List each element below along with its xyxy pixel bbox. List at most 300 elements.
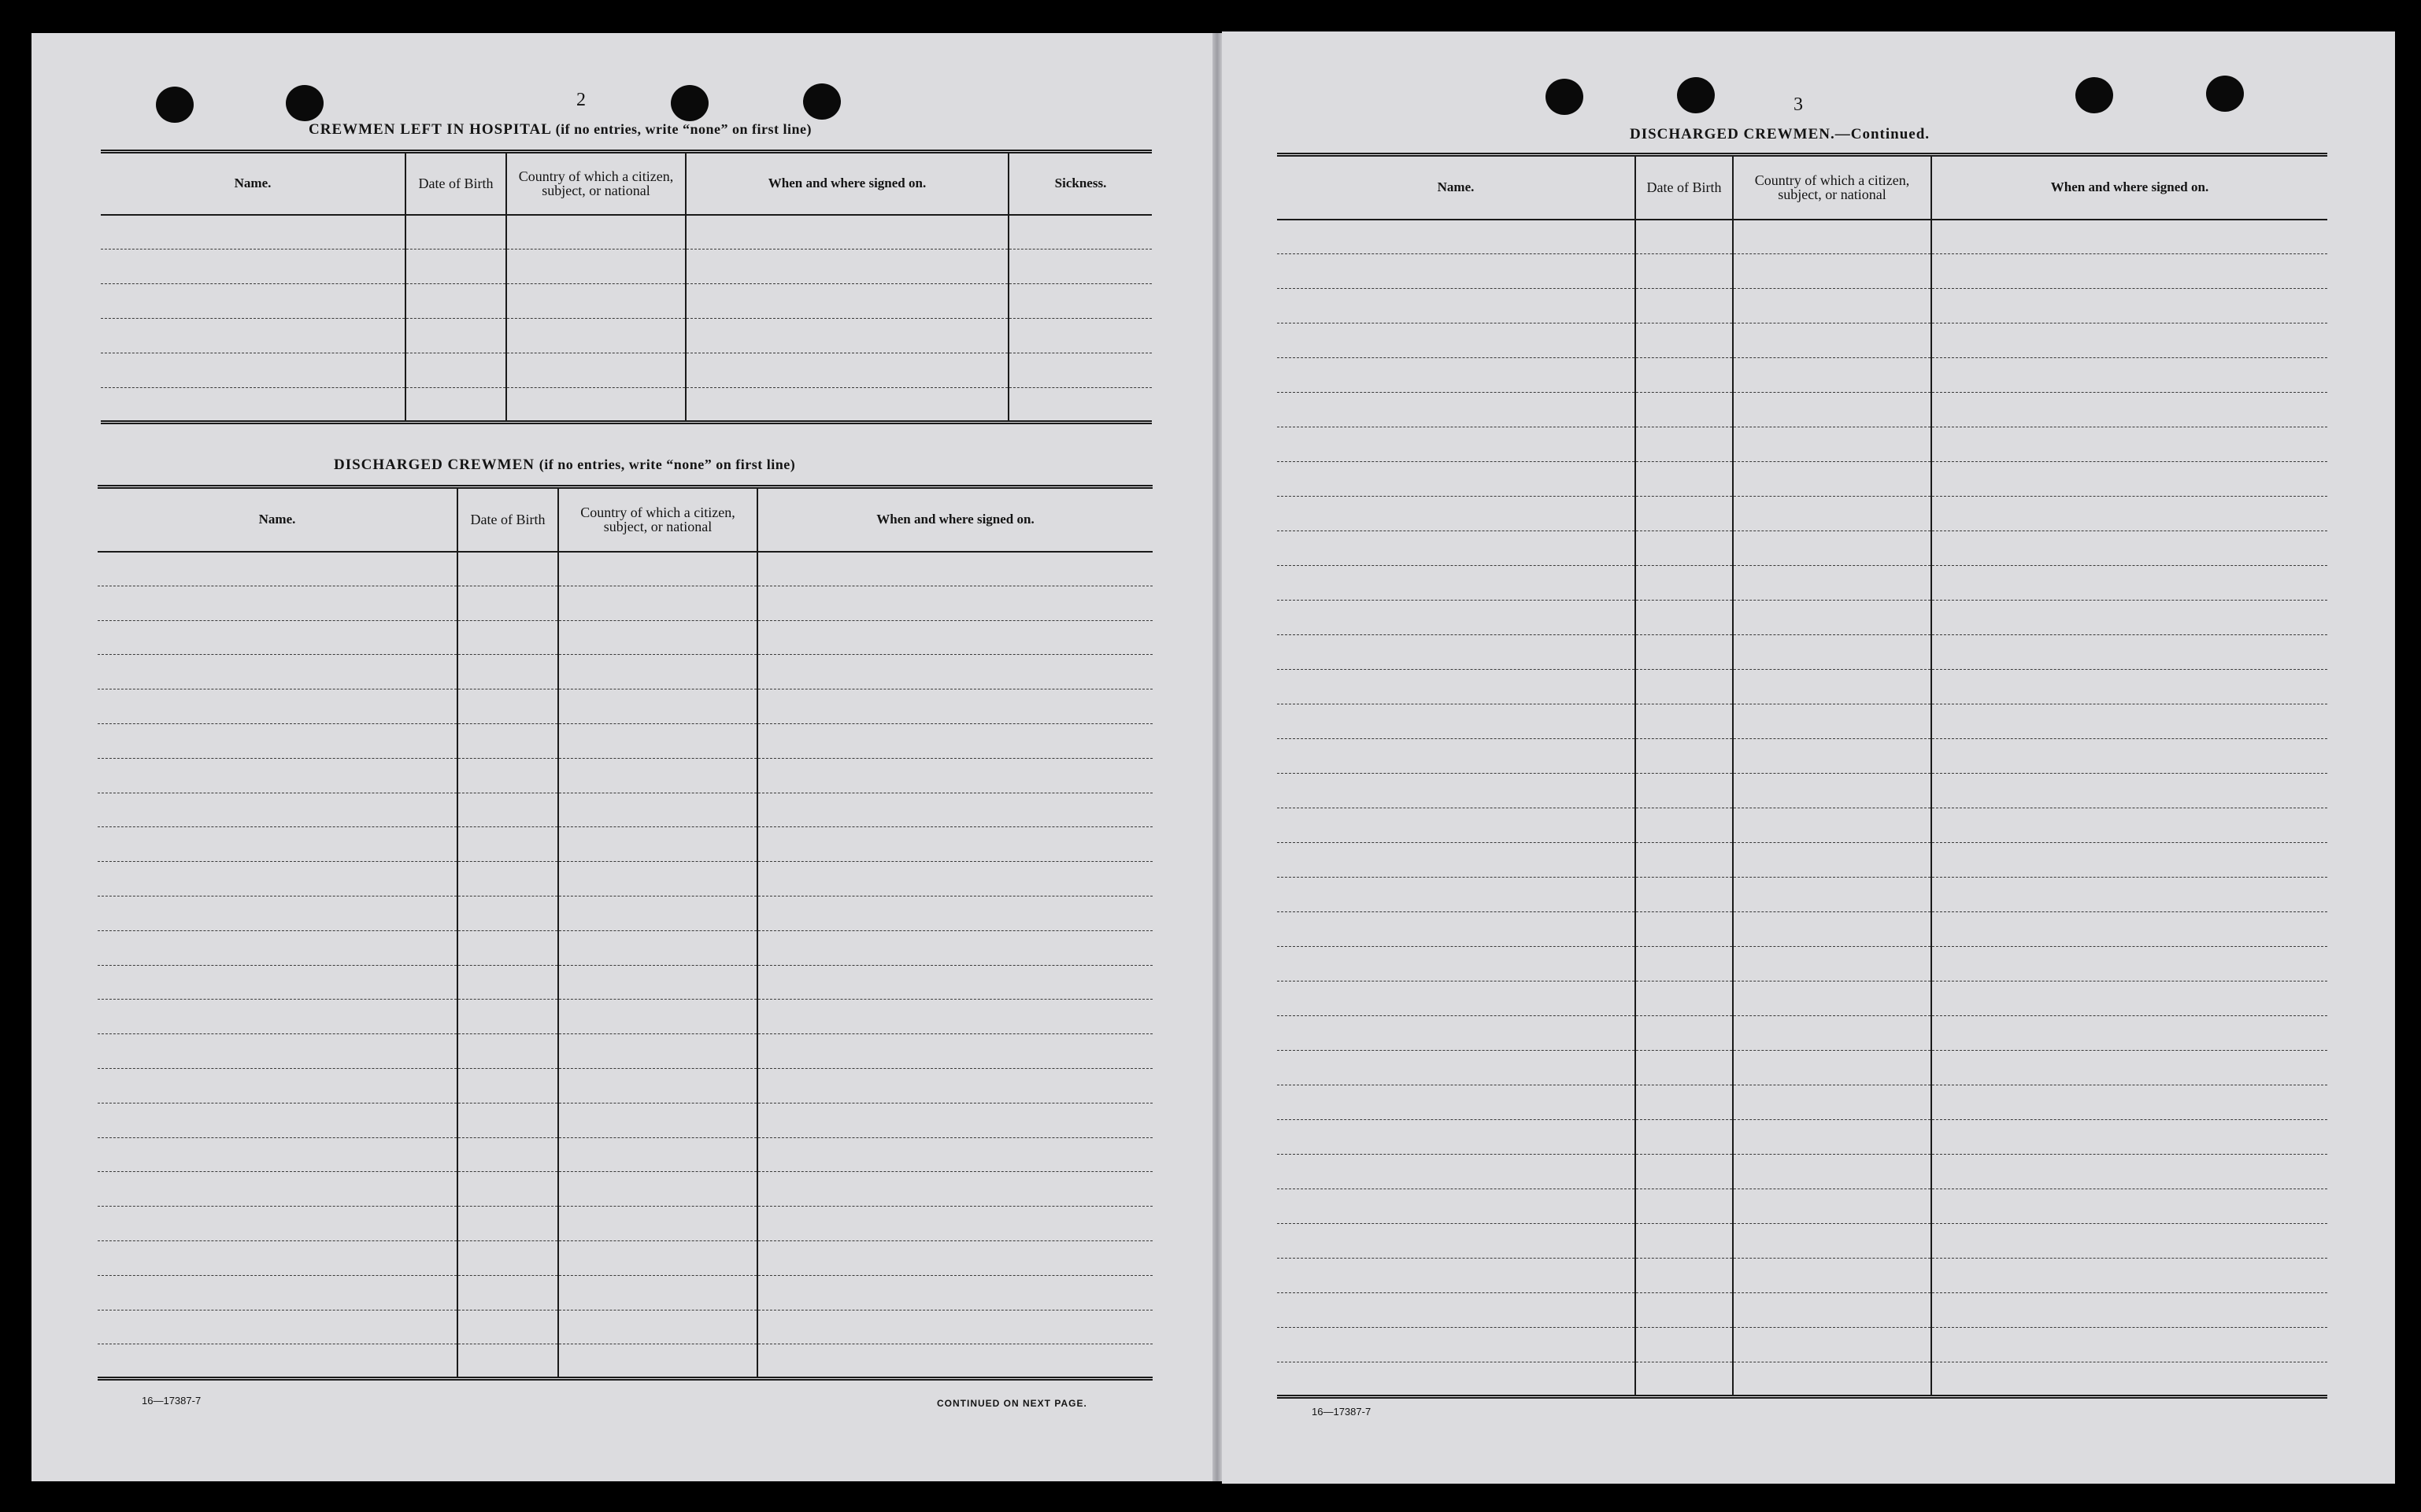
table-row <box>1277 843 2327 878</box>
blank-entry-cell[interactable] <box>1277 1328 1635 1362</box>
blank-entry-cell[interactable] <box>457 1137 558 1172</box>
blank-entry-cell[interactable] <box>1733 808 1931 843</box>
blank-entry-cell[interactable] <box>101 353 405 388</box>
blank-entry-cell[interactable] <box>757 1068 1153 1103</box>
blank-entry-cell[interactable] <box>98 723 457 758</box>
blank-entry-cell[interactable] <box>1931 704 2327 739</box>
blank-entry-cell[interactable] <box>1009 353 1152 388</box>
table-row <box>1277 912 2327 947</box>
blank-entry-cell[interactable] <box>1931 1224 2327 1259</box>
blank-entry-cell[interactable] <box>1931 1259 2327 1293</box>
blank-entry-cell[interactable] <box>457 1034 558 1069</box>
col-country: Country of which a citizen, subject, or national <box>506 152 686 215</box>
blank-entry-cell[interactable] <box>1931 1362 2327 1397</box>
blank-entry-cell[interactable] <box>558 620 757 655</box>
blank-entry-cell[interactable] <box>1733 601 1931 635</box>
blank-entry-cell[interactable] <box>1931 393 2327 427</box>
blank-entry-cell[interactable] <box>1931 808 2327 843</box>
blank-entry-cell[interactable] <box>1277 1120 1635 1155</box>
blank-entry-cell[interactable] <box>457 1172 558 1207</box>
blank-entry-cell[interactable] <box>101 284 405 319</box>
blank-entry-cell[interactable] <box>757 896 1153 930</box>
blank-entry-cell[interactable] <box>405 388 506 423</box>
blank-entry-cell[interactable] <box>558 586 757 620</box>
blank-entry-cell[interactable] <box>1635 358 1733 393</box>
col-name: Name. <box>1277 155 1635 220</box>
blank-entry-cell[interactable] <box>757 620 1153 655</box>
table-row <box>98 793 1153 827</box>
blank-entry-cell[interactable] <box>757 586 1153 620</box>
blank-entry-cell[interactable] <box>757 1310 1153 1344</box>
blank-entry-cell[interactable] <box>558 1137 757 1172</box>
blank-entry-cell[interactable] <box>757 862 1153 896</box>
blank-entry-cell[interactable] <box>1733 704 1931 739</box>
blank-entry-cell[interactable] <box>1635 427 1733 462</box>
table-row <box>1277 1362 2327 1397</box>
blank-entry-cell[interactable] <box>1635 1120 1733 1155</box>
table-row <box>1277 1224 2327 1259</box>
blank-entry-cell[interactable] <box>686 250 1009 284</box>
blank-entry-cell[interactable] <box>1277 1224 1635 1259</box>
blank-entry-cell[interactable] <box>457 1240 558 1275</box>
blank-entry-cell[interactable] <box>98 1137 457 1172</box>
blank-entry-cell[interactable] <box>1931 601 2327 635</box>
blank-entry-cell[interactable] <box>757 758 1153 793</box>
blank-entry-cell[interactable] <box>1931 1120 2327 1155</box>
blank-entry-cell[interactable] <box>558 1103 757 1137</box>
blank-entry-cell[interactable] <box>1635 497 1733 531</box>
blank-entry-cell[interactable] <box>1635 1085 1733 1120</box>
blank-entry-cell[interactable] <box>1733 635 1931 670</box>
blank-entry-cell[interactable] <box>98 586 457 620</box>
blank-entry-cell[interactable] <box>506 215 686 250</box>
blank-entry-cell[interactable] <box>98 965 457 1000</box>
table-row <box>98 758 1153 793</box>
blank-entry-cell[interactable] <box>1931 462 2327 497</box>
table-row <box>98 862 1153 896</box>
blank-entry-cell[interactable] <box>558 1207 757 1241</box>
blank-entry-cell[interactable] <box>101 250 405 284</box>
blank-entry-cell[interactable] <box>1635 289 1733 323</box>
continued-note: CONTINUED ON NEXT PAGE. <box>937 1398 1087 1409</box>
blank-entry-cell[interactable] <box>558 689 757 724</box>
blank-entry-cell[interactable] <box>757 793 1153 827</box>
blank-entry-cell[interactable] <box>1635 912 1733 947</box>
blank-entry-cell[interactable] <box>686 353 1009 388</box>
blank-entry-cell[interactable] <box>1635 323 1733 358</box>
blank-entry-cell[interactable] <box>1635 670 1733 704</box>
blank-entry-cell[interactable] <box>1635 1224 1733 1259</box>
table-row <box>98 723 1153 758</box>
blank-entry-cell[interactable] <box>1635 1259 1733 1293</box>
blank-entry-cell[interactable] <box>1733 878 1931 912</box>
blank-entry-cell[interactable] <box>1733 912 1931 947</box>
blank-entry-cell[interactable] <box>558 552 757 586</box>
punch-hole <box>1677 77 1715 113</box>
blank-entry-cell[interactable] <box>1733 462 1931 497</box>
blank-entry-cell[interactable] <box>757 1000 1153 1034</box>
blank-entry-cell[interactable] <box>1277 393 1635 427</box>
blank-entry-cell[interactable] <box>686 215 1009 250</box>
blank-entry-cell[interactable] <box>558 1068 757 1103</box>
blank-entry-cell[interactable] <box>1635 1362 1733 1397</box>
blank-entry-cell[interactable] <box>1733 1224 1931 1259</box>
blank-entry-cell[interactable] <box>98 1000 457 1034</box>
blank-entry-cell[interactable] <box>1277 912 1635 947</box>
blank-entry-cell[interactable] <box>1733 739 1931 774</box>
blank-entry-cell[interactable] <box>1733 843 1931 878</box>
blank-entry-cell[interactable] <box>1931 947 2327 982</box>
discharged-table <box>98 485 1153 1381</box>
blank-entry-cell[interactable] <box>98 1068 457 1103</box>
blank-entry-cell[interactable] <box>405 215 506 250</box>
blank-entry-cell[interactable] <box>1931 739 2327 774</box>
discharged-title-note: (if no entries, write “none” on first line) <box>539 457 796 472</box>
blank-entry-cell[interactable] <box>1635 1189 1733 1224</box>
blank-entry-cell[interactable] <box>457 758 558 793</box>
blank-entry-cell[interactable] <box>98 1240 457 1275</box>
blank-entry-cell[interactable] <box>558 1000 757 1034</box>
table-row <box>1277 289 2327 323</box>
blank-entry-cell[interactable] <box>98 896 457 930</box>
blank-entry-cell[interactable] <box>1931 878 2327 912</box>
blank-entry-cell[interactable] <box>757 689 1153 724</box>
table-row <box>1277 566 2327 601</box>
blank-entry-cell[interactable] <box>1733 1120 1931 1155</box>
table-row <box>98 1172 1153 1207</box>
blank-entry-cell[interactable] <box>757 1207 1153 1241</box>
blank-entry-cell[interactable] <box>757 1240 1153 1275</box>
form-number: 16—17387-7 <box>1312 1406 1372 1418</box>
blank-entry-cell[interactable] <box>1733 1051 1931 1085</box>
blank-entry-cell[interactable] <box>1277 358 1635 393</box>
blank-entry-cell[interactable] <box>757 552 1153 586</box>
blank-entry-cell[interactable] <box>558 655 757 689</box>
blank-entry-cell[interactable] <box>405 353 506 388</box>
blank-entry-cell[interactable] <box>98 1103 457 1137</box>
blank-entry-cell[interactable] <box>1733 774 1931 808</box>
blank-entry-cell[interactable] <box>1733 358 1931 393</box>
blank-entry-cell[interactable] <box>757 1172 1153 1207</box>
table-row <box>1277 427 2327 462</box>
blank-entry-cell[interactable] <box>457 620 558 655</box>
blank-entry-cell[interactable] <box>1931 220 2327 254</box>
blank-entry-cell[interactable] <box>1733 289 1931 323</box>
blank-entry-cell[interactable] <box>1931 254 2327 289</box>
blank-entry-cell[interactable] <box>757 1034 1153 1069</box>
blank-entry-cell[interactable] <box>98 862 457 896</box>
blank-entry-cell[interactable] <box>1931 358 2327 393</box>
blank-entry-cell[interactable] <box>1277 1016 1635 1051</box>
blank-entry-cell[interactable] <box>98 1172 457 1207</box>
blank-entry-cell[interactable] <box>1733 1085 1931 1120</box>
blank-entry-cell[interactable] <box>1635 566 1733 601</box>
blank-entry-cell[interactable] <box>1733 1328 1931 1362</box>
blank-entry-cell[interactable] <box>1635 1051 1733 1085</box>
blank-entry-cell[interactable] <box>1635 1293 1733 1328</box>
blank-entry-cell[interactable] <box>1277 254 1635 289</box>
blank-entry-cell[interactable] <box>558 930 757 965</box>
blank-entry-cell[interactable] <box>98 552 457 586</box>
blank-entry-cell[interactable] <box>1635 947 1733 982</box>
page-fold <box>1212 33 1222 1481</box>
blank-entry-cell[interactable] <box>1277 843 1635 878</box>
blank-entry-cell[interactable] <box>1277 1155 1635 1189</box>
blank-entry-cell[interactable] <box>506 353 686 388</box>
blank-entry-cell[interactable] <box>1733 1016 1931 1051</box>
blank-entry-cell[interactable] <box>1635 254 1733 289</box>
blank-entry-cell[interactable] <box>1635 601 1733 635</box>
blank-entry-cell[interactable] <box>558 827 757 862</box>
blank-entry-cell[interactable] <box>757 1344 1153 1379</box>
blank-entry-cell[interactable] <box>1733 982 1931 1016</box>
blank-entry-cell[interactable] <box>1277 739 1635 774</box>
blank-entry-cell[interactable] <box>1635 808 1733 843</box>
blank-entry-cell[interactable] <box>1009 319 1152 353</box>
blank-entry-cell[interactable] <box>1931 635 2327 670</box>
blank-entry-cell[interactable] <box>558 1275 757 1310</box>
blank-entry-cell[interactable] <box>686 319 1009 353</box>
blank-entry-cell[interactable] <box>1931 1293 2327 1328</box>
blank-entry-cell[interactable] <box>457 965 558 1000</box>
blank-entry-cell[interactable] <box>757 1275 1153 1310</box>
blank-entry-cell[interactable] <box>757 965 1153 1000</box>
blank-entry-cell[interactable] <box>757 1103 1153 1137</box>
blank-entry-cell[interactable] <box>457 793 558 827</box>
blank-entry-cell[interactable] <box>1635 704 1733 739</box>
blank-entry-cell[interactable] <box>1277 1051 1635 1085</box>
blank-entry-cell[interactable] <box>1931 1016 2327 1051</box>
blank-entry-cell[interactable] <box>457 655 558 689</box>
table-row <box>98 552 1153 586</box>
blank-entry-cell[interactable] <box>558 896 757 930</box>
blank-entry-cell[interactable] <box>1733 393 1931 427</box>
punch-hole <box>2075 77 2113 113</box>
hospital-title-note: (if no entries, write “none” on first line) <box>555 121 813 137</box>
blank-entry-cell[interactable] <box>1635 1328 1733 1362</box>
blank-entry-cell[interactable] <box>1931 1085 2327 1120</box>
blank-entry-cell[interactable] <box>1009 284 1152 319</box>
blank-entry-cell[interactable] <box>1009 215 1152 250</box>
blank-entry-cell[interactable] <box>101 319 405 353</box>
blank-entry-cell[interactable] <box>1277 462 1635 497</box>
blank-entry-cell[interactable] <box>558 1240 757 1275</box>
table-row <box>101 388 1152 423</box>
blank-entry-cell[interactable] <box>1635 982 1733 1016</box>
blank-entry-cell[interactable] <box>1733 670 1931 704</box>
blank-entry-cell[interactable] <box>1931 774 2327 808</box>
blank-entry-cell[interactable] <box>1277 1259 1635 1293</box>
table-row <box>1277 704 2327 739</box>
blank-entry-cell[interactable] <box>1277 531 1635 566</box>
blank-entry-cell[interactable] <box>558 723 757 758</box>
blank-entry-cell[interactable] <box>1931 531 2327 566</box>
blank-entry-cell[interactable] <box>98 758 457 793</box>
blank-entry-cell[interactable] <box>457 1344 558 1379</box>
blank-entry-cell[interactable] <box>1277 220 1635 254</box>
blank-entry-cell[interactable] <box>1635 462 1733 497</box>
blank-entry-cell[interactable] <box>457 552 558 586</box>
blank-entry-cell[interactable] <box>1931 982 2327 1016</box>
blank-entry-cell[interactable] <box>1277 947 1635 982</box>
blank-entry-cell[interactable] <box>98 689 457 724</box>
blank-entry-cell[interactable] <box>1277 1189 1635 1224</box>
table-row <box>98 1137 1153 1172</box>
blank-entry-cell[interactable] <box>1733 323 1931 358</box>
blank-entry-cell[interactable] <box>1733 566 1931 601</box>
blank-entry-cell[interactable] <box>1635 220 1733 254</box>
blank-entry-cell[interactable] <box>457 827 558 862</box>
blank-entry-cell[interactable] <box>98 1207 457 1241</box>
blank-entry-cell[interactable] <box>1277 601 1635 635</box>
blank-entry-cell[interactable] <box>506 284 686 319</box>
blank-entry-cell[interactable] <box>457 586 558 620</box>
blank-entry-cell[interactable] <box>1635 739 1733 774</box>
blank-entry-cell[interactable] <box>98 655 457 689</box>
blank-entry-cell[interactable] <box>457 1000 558 1034</box>
blank-entry-cell[interactable] <box>1931 912 2327 947</box>
blank-entry-cell[interactable] <box>686 388 1009 423</box>
table-row <box>1277 635 2327 670</box>
blank-entry-cell[interactable] <box>1635 635 1733 670</box>
blank-entry-cell[interactable] <box>1277 774 1635 808</box>
blank-entry-cell[interactable] <box>558 793 757 827</box>
blank-entry-cell[interactable] <box>1635 393 1733 427</box>
blank-entry-cell[interactable] <box>98 620 457 655</box>
blank-entry-cell[interactable] <box>506 250 686 284</box>
col-sickness: Sickness. <box>1009 152 1152 215</box>
page-number: 2 <box>576 90 586 110</box>
blank-entry-cell[interactable] <box>98 827 457 862</box>
blank-entry-cell[interactable] <box>558 862 757 896</box>
blank-entry-cell[interactable] <box>1277 1362 1635 1397</box>
blank-entry-cell[interactable] <box>558 1310 757 1344</box>
blank-entry-cell[interactable] <box>1635 531 1733 566</box>
blank-entry-cell[interactable] <box>1733 1293 1931 1328</box>
continued-discharged-table <box>1277 153 2327 1399</box>
blank-entry-cell[interactable] <box>1733 1189 1931 1224</box>
blank-entry-cell[interactable] <box>558 1344 757 1379</box>
blank-entry-cell[interactable] <box>1009 250 1152 284</box>
blank-entry-cell[interactable] <box>405 319 506 353</box>
blank-entry-cell[interactable] <box>98 1310 457 1344</box>
blank-entry-cell[interactable] <box>1277 1293 1635 1328</box>
table-row <box>1277 1328 2327 1362</box>
blank-entry-cell[interactable] <box>1277 497 1635 531</box>
blank-entry-cell[interactable] <box>686 284 1009 319</box>
blank-entry-cell[interactable] <box>457 1310 558 1344</box>
punch-hole <box>2206 76 2244 112</box>
blank-entry-cell[interactable] <box>1733 497 1931 531</box>
blank-entry-cell[interactable] <box>1635 774 1733 808</box>
blank-entry-cell[interactable] <box>1931 289 2327 323</box>
blank-entry-cell[interactable] <box>1733 947 1931 982</box>
blank-entry-cell[interactable] <box>757 655 1153 689</box>
blank-entry-cell[interactable] <box>1931 1189 2327 1224</box>
blank-entry-cell[interactable] <box>1733 1362 1931 1397</box>
blank-entry-cell[interactable] <box>1277 289 1635 323</box>
blank-entry-cell[interactable] <box>98 1344 457 1379</box>
blank-entry-cell[interactable] <box>757 930 1153 965</box>
blank-entry-cell[interactable] <box>98 793 457 827</box>
blank-entry-cell[interactable] <box>1277 566 1635 601</box>
blank-entry-cell[interactable] <box>405 284 506 319</box>
blank-entry-cell[interactable] <box>558 965 757 1000</box>
blank-entry-cell[interactable] <box>1931 323 2327 358</box>
blank-entry-cell[interactable] <box>457 896 558 930</box>
blank-entry-cell[interactable] <box>405 250 506 284</box>
blank-entry-cell[interactable] <box>757 723 1153 758</box>
blank-entry-cell[interactable] <box>1733 1259 1931 1293</box>
blank-entry-cell[interactable] <box>1277 808 1635 843</box>
blank-entry-cell[interactable] <box>1277 878 1635 912</box>
blank-entry-cell[interactable] <box>1931 497 2327 531</box>
blank-entry-cell[interactable] <box>1635 1016 1733 1051</box>
blank-entry-cell[interactable] <box>457 1068 558 1103</box>
blank-entry-cell[interactable] <box>1733 427 1931 462</box>
blank-entry-cell[interactable] <box>1931 1328 2327 1362</box>
table-row <box>98 1310 1153 1344</box>
blank-entry-cell[interactable] <box>98 1034 457 1069</box>
blank-entry-cell[interactable] <box>1733 1155 1931 1189</box>
blank-entry-cell[interactable] <box>1277 670 1635 704</box>
blank-entry-cell[interactable] <box>1009 388 1152 423</box>
table-row <box>98 1344 1153 1379</box>
blank-entry-cell[interactable] <box>558 758 757 793</box>
blank-entry-cell[interactable] <box>101 388 405 423</box>
blank-entry-cell[interactable] <box>757 827 1153 862</box>
blank-entry-cell[interactable] <box>1931 566 2327 601</box>
blank-entry-cell[interactable] <box>1277 635 1635 670</box>
blank-entry-cell[interactable] <box>457 930 558 965</box>
blank-entry-cell[interactable] <box>1277 427 1635 462</box>
table-row <box>1277 1259 2327 1293</box>
blank-entry-cell[interactable] <box>1931 843 2327 878</box>
blank-entry-cell[interactable] <box>457 689 558 724</box>
blank-entry-cell[interactable] <box>558 1172 757 1207</box>
blank-entry-cell[interactable] <box>1733 220 1931 254</box>
blank-entry-cell[interactable] <box>1277 323 1635 358</box>
blank-entry-cell[interactable] <box>757 1137 1153 1172</box>
blank-entry-cell[interactable] <box>457 1103 558 1137</box>
blank-entry-cell[interactable] <box>1931 670 2327 704</box>
blank-entry-cell[interactable] <box>98 1275 457 1310</box>
blank-entry-cell[interactable] <box>1733 531 1931 566</box>
blank-entry-cell[interactable] <box>457 723 558 758</box>
table-row <box>98 1207 1153 1241</box>
blank-entry-cell[interactable] <box>506 319 686 353</box>
blank-entry-cell[interactable] <box>1635 843 1733 878</box>
blank-entry-cell[interactable] <box>101 215 405 250</box>
blank-entry-cell[interactable] <box>1931 427 2327 462</box>
blank-entry-cell[interactable] <box>98 930 457 965</box>
blank-entry-cell[interactable] <box>1277 982 1635 1016</box>
table-row <box>1277 878 2327 912</box>
blank-entry-cell[interactable] <box>1635 878 1733 912</box>
blank-entry-cell[interactable] <box>1635 1155 1733 1189</box>
blank-entry-cell[interactable] <box>1931 1051 2327 1085</box>
blank-entry-cell[interactable] <box>506 388 686 423</box>
blank-entry-cell[interactable] <box>1277 1085 1635 1120</box>
blank-entry-cell[interactable] <box>1277 704 1635 739</box>
blank-entry-cell[interactable] <box>1733 254 1931 289</box>
blank-entry-cell[interactable] <box>1931 1155 2327 1189</box>
table-row <box>98 689 1153 724</box>
blank-entry-cell[interactable] <box>558 1034 757 1069</box>
blank-entry-cell[interactable] <box>457 1275 558 1310</box>
blank-entry-cell[interactable] <box>457 862 558 896</box>
blank-entry-cell[interactable] <box>457 1207 558 1241</box>
